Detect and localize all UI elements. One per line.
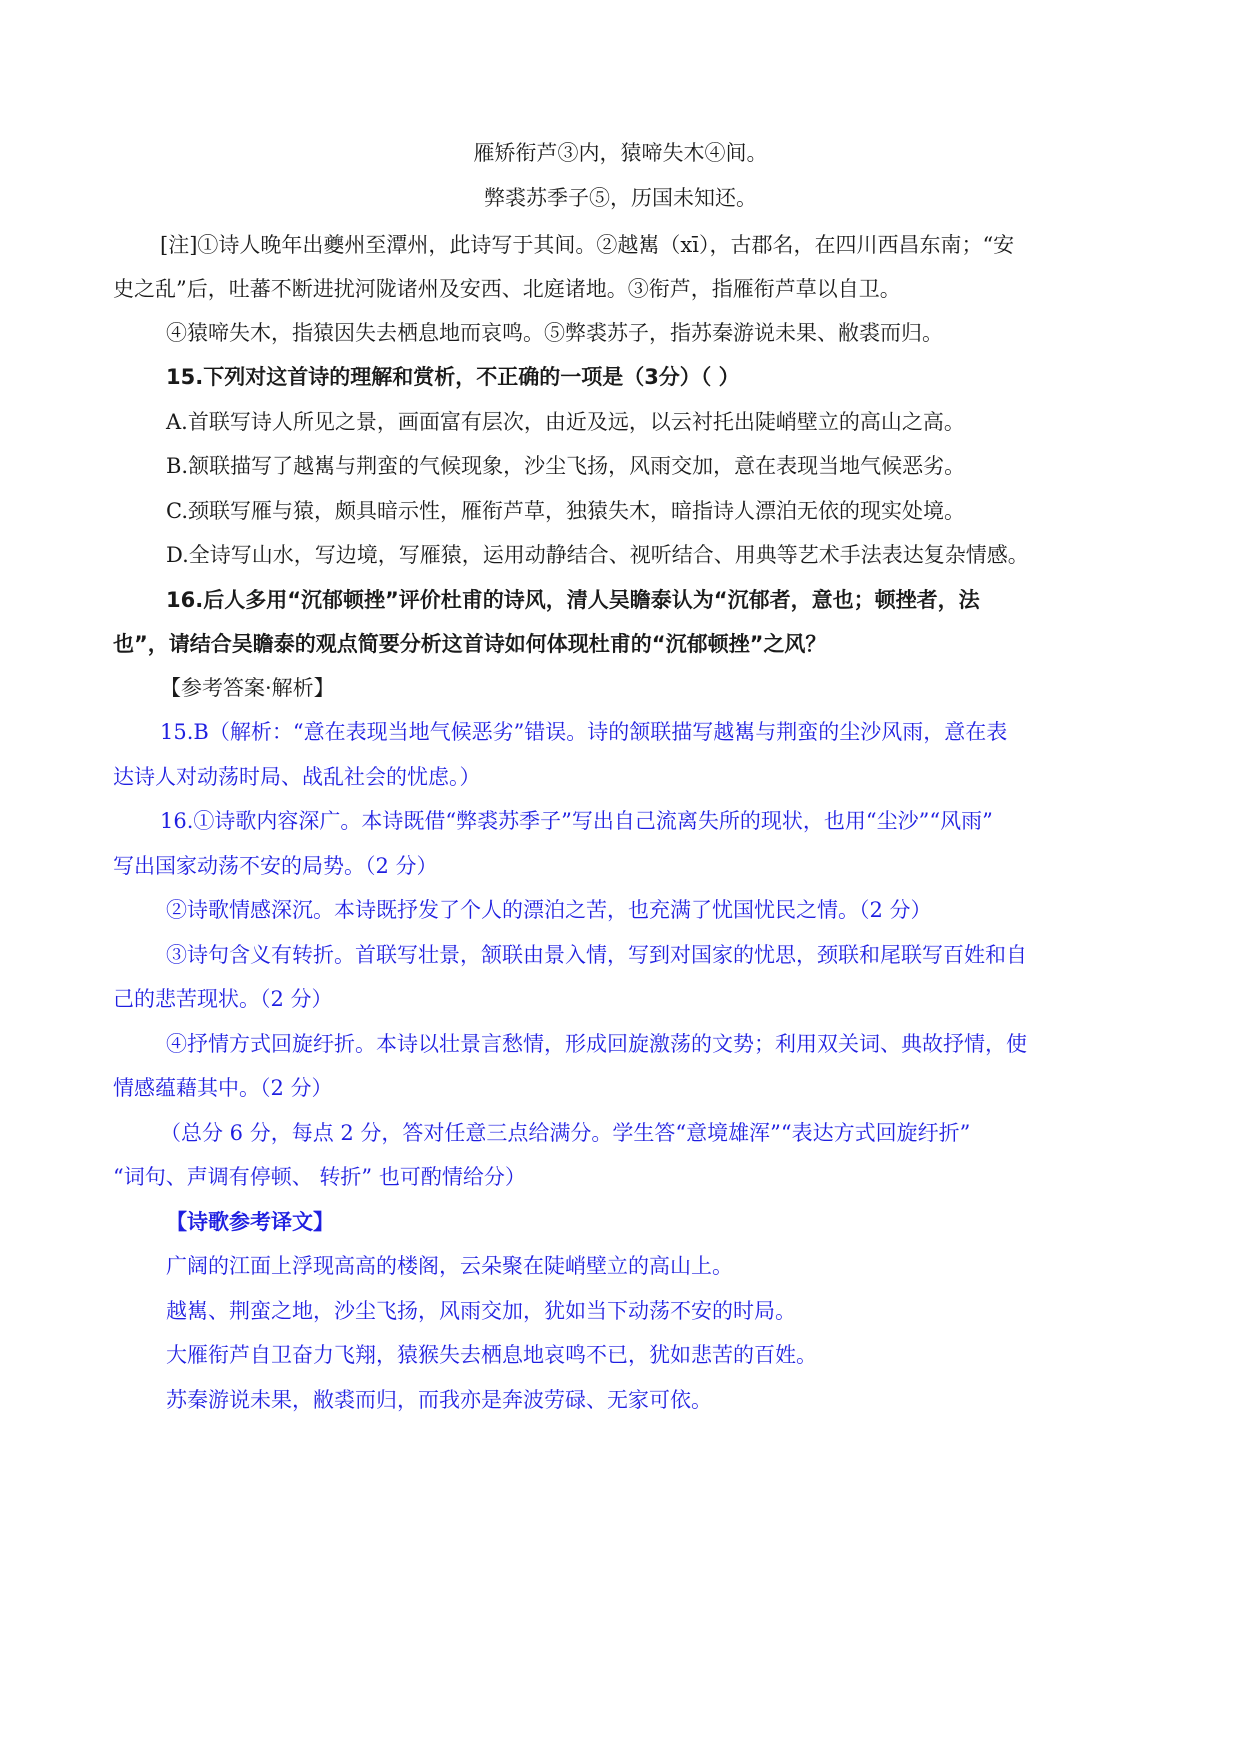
- translation-header: 【诗歌参考译文】: [166, 1210, 334, 1234]
- question-15-option-b: B.颔联描写了越嶲与荆蛮的气候现象，沙尘飞扬，风雨交加，意在表现当地气候恶劣。: [166, 454, 966, 478]
- question-15-option-c: C.颈联写雁与猿，颇具暗示性，雁衔芦草，独猿失木，暗指诗人漂泊无依的现实处境。: [166, 499, 965, 523]
- note-line-3: ④猿啼失木，指猿因失去栖息地而哀鸣。⑤弊裘苏子，指苏秦游说未果、敝裘而归。: [166, 321, 943, 345]
- answer-16-point-3-line-1: ③诗句含义有转折。首联写壮景，颔联由景入情，写到对国家的忧思，颈联和尾联写百姓和自: [166, 943, 1027, 967]
- translation-line-3: 大雁衔芦自卫奋力飞翔，猿猴失去栖息地哀鸣不已，犹如悲苦的百姓。: [166, 1343, 817, 1367]
- answer-15-line-2: 达诗人对动荡时局、战乱社会的忧虑。）: [113, 765, 481, 789]
- question-16-stem-line-2: 也”，请结合吴瞻泰的观点简要分析这首诗如何体现杜甫的“沉郁顿挫”之风？: [113, 632, 827, 656]
- scoring-note-line-2: “词句、声调有停顿、 转折” 也可酌情给分）: [113, 1165, 526, 1189]
- question-15-option-d: D.全诗写山水，写边境，写雁猿，运用动静结合、视听结合、用典等艺术手法表达复杂情感。: [166, 543, 1029, 567]
- question-16-stem-line-1: 16.后人多用“沉郁顿挫”评价杜甫的诗风，清人吴瞻泰认为“沉郁者，意也；顿挫者，法: [166, 588, 980, 612]
- note-line-1: [注]①诗人晚年出夔州至潭州，此诗写于其间。②越嶲（xī），古郡名，在四川西昌东南；“安: [160, 233, 1015, 257]
- answer-16-point-4-line-1: ④抒情方式回旋纡折。本诗以壮景言愁情，形成回旋激荡的文势；利用双关词、典故抒情，使: [166, 1032, 1027, 1056]
- answer-16-point-4-line-2: 情感蕴藉其中。（2 分）: [113, 1076, 333, 1100]
- answer-16-point-3-line-2: 己的悲苦现状。（2 分）: [113, 987, 333, 1011]
- poem-line-6: 弊裘苏季子⑤，历国未知还。: [484, 186, 757, 210]
- translation-line-1: 广阔的江面上浮现高高的楼阁，云朵聚在陡峭壁立的高山上。: [166, 1254, 733, 1278]
- note-line-2: 史之乱”后，吐蕃不断进扰河陇诸州及安西、北庭诸地。③衔芦，指雁衔芦草以自卫。: [113, 277, 901, 301]
- answer-16-point-1-line-2: 写出国家动荡不安的局势。（2 分）: [113, 854, 438, 878]
- answer-16-point-2: ②诗歌情感深沉。本诗既抒发了个人的漂泊之苦，也充满了忧国忧民之情。（2 分）: [166, 898, 932, 922]
- question-15-option-a: A.首联写诗人所见之景，画面富有层次，由近及远，以云衬托出陡峭壁立的高山之高。: [166, 410, 965, 434]
- answer-15-line-1: 15.B（解析：“意在表现当地气候恶劣”错误。诗的颔联描写越嶲与荆蛮的尘沙风雨，意在表: [160, 720, 1008, 744]
- answer-16-point-1-line-1: 16.①诗歌内容深广。本诗既借“弊裘苏季子”写出自己流离失所的现状，也用“尘沙”“风雨”: [160, 809, 993, 833]
- translation-line-2: 越嶲、荆蛮之地，沙尘飞扬，风雨交加，犹如当下动荡不安的时局。: [166, 1299, 796, 1323]
- answer-header: 【参考答案·解析】: [160, 676, 335, 700]
- poem-line-5: 雁矫衔芦③内，猿啼失木④间。: [473, 141, 768, 165]
- question-15-stem: 15.下列对这首诗的理解和赏析，不正确的一项是（3分）（ ）: [166, 365, 740, 389]
- scoring-note-line-1: （总分 6 分，每点 2 分，答对任意三点给满分。学生答“意境雄浑”“表达方式回旋纡折”: [160, 1121, 971, 1145]
- translation-line-4: 苏秦游说未果，敝裘而归，而我亦是奔波劳碌、无家可依。: [166, 1388, 712, 1412]
